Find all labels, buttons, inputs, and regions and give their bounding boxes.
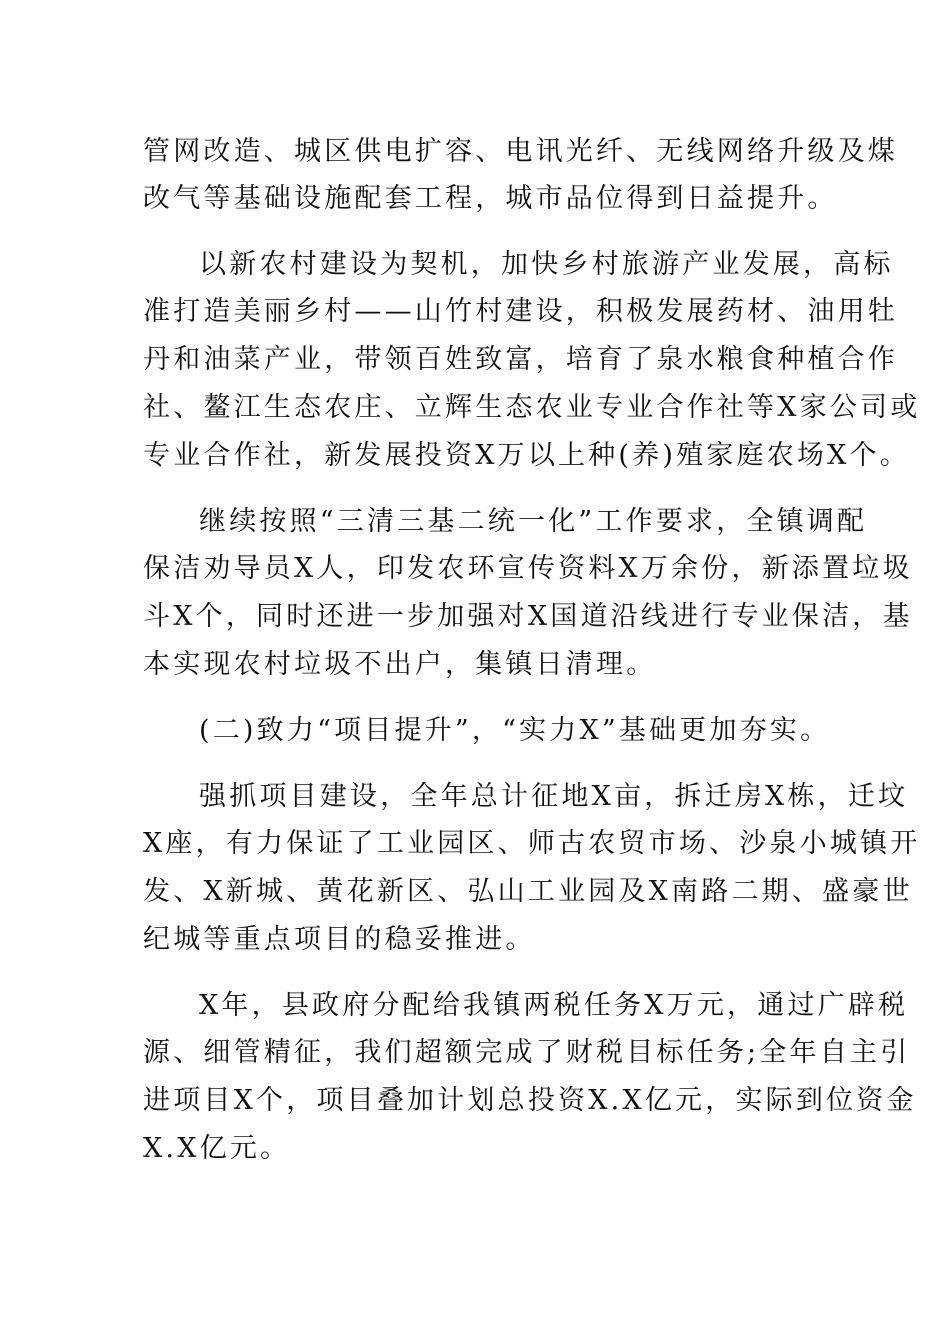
paragraph-2-line-3: 丹和油菜产业，带领百姓致富，培育了泉水粮食种植合作 [143, 344, 898, 375]
paragraph-3-line-2: 保洁劝导员X人，印发农环宣传资料X万余份，新添置垃圾 [143, 553, 913, 584]
paragraph-3-line-3: 斗X个，同时还进一步加强对X国道沿线进行专业保洁，基 [143, 601, 913, 632]
paragraph-2-line-2: 准打造美丽乡村——山竹村建设，积极发展药材、油用牡 [143, 296, 898, 327]
paragraph-2-line-5: 专业合作社，新发展投资X万以上种(养)殖家庭农场X个。 [143, 440, 910, 471]
paragraph-5-line-1: 强抓项目建设，全年总计征地X亩，拆迁房X栋，迁坟 [199, 781, 909, 812]
paragraph-2-line-1: 以新农村建设为契机，加快乡村旅游产业发展，高标 [199, 249, 894, 280]
paragraph-5-line-2: X座，有力保证了工业园区、师古农贸市场、沙泉小城镇开 [143, 828, 921, 859]
paragraph-6-line-4: X.X亿元。 [143, 1133, 291, 1164]
paragraph-1-line-1: 管网改造、城区供电扩容、电讯光纤、无线网络升级及煤 [143, 136, 898, 167]
paragraph-5-line-4: 纪城等重点项目的稳妥推进。 [143, 924, 536, 955]
paragraph-1-line-2: 改气等基础设施配套工程，城市品位得到日益提升。 [143, 183, 838, 214]
paragraph-6-line-1: X年，县政府分配给我镇两税任务X万元，通过广辟税 [199, 990, 909, 1021]
paragraph-3-line-1: 继续按照“三清三基二统一化”工作要求，全镇调配 [199, 506, 868, 537]
paragraph-5-line-3: 发、X新城、黄花新区、弘山工业园及X南路二期、盛豪世 [143, 876, 913, 907]
section-heading: (二)致力“项目提升”，“实力X”基础更加夯实。 [199, 715, 831, 746]
paragraph-3-line-4: 本实现农村垃圾不出户，集镇日清理。 [143, 649, 657, 680]
paragraph-2-line-4: 社、鳌江生态农庄、立辉生态农业专业合作社等X家公司或 [143, 392, 921, 423]
paragraph-6-line-3: 进项目X个，项目叠加计划总投资X.X亿元，实际到位资金 [143, 1085, 917, 1116]
paragraph-6-line-2: 源、细管精征，我们超额完成了财税目标任务;全年自主引 [143, 1037, 911, 1068]
